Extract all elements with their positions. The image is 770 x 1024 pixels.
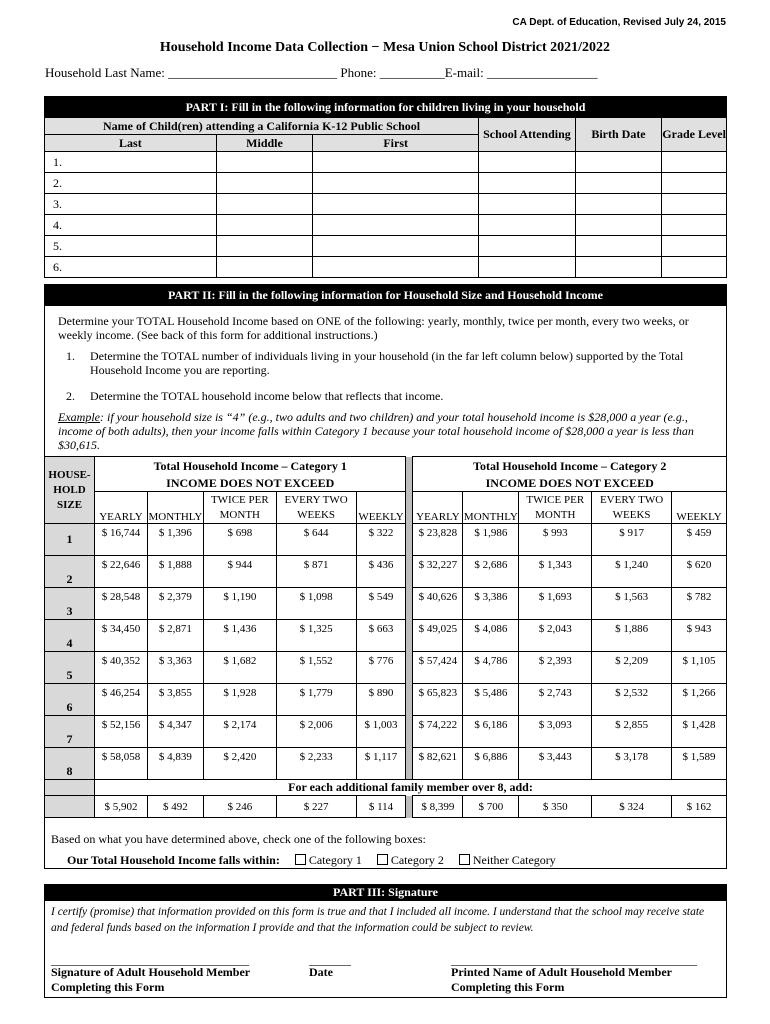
cat1-title: Total Household Income – Category 1 bbox=[94, 457, 405, 476]
cat2-weekly-header: WEEKLY bbox=[671, 492, 726, 524]
cat1-income-cell: $ 2,006 bbox=[276, 716, 356, 748]
household-size-header: HOUSE-HOLD SIZE bbox=[45, 457, 95, 524]
step2-number: 2. bbox=[66, 389, 75, 403]
cat2-income-cell: $ 2,043 bbox=[519, 620, 592, 652]
cat2-income-cell: $ 1,693 bbox=[519, 588, 592, 620]
cat1-income-cell: $ 1,928 bbox=[203, 684, 276, 716]
middle-name-header: Middle bbox=[216, 135, 313, 152]
cat1-income-cell: $ 2,420 bbox=[203, 748, 276, 780]
household-size-cell: 3 bbox=[45, 588, 95, 620]
cat1-income-cell: $ 2,233 bbox=[276, 748, 356, 780]
cat1-income-cell: $ 52,156 bbox=[94, 716, 147, 748]
additional-member-cell: $ 492 bbox=[147, 796, 203, 818]
cat1-income-cell: $ 890 bbox=[356, 684, 406, 716]
certification-text: I certify (promise) that information provided on this form is true and that I included all income. I understand that the school may receive state and federal funds based on the information I provide and that the information could be subject to review. bbox=[51, 906, 705, 934]
cat1-income-cell: $ 1,003 bbox=[356, 716, 406, 748]
household-size-cell: 4 bbox=[45, 620, 95, 652]
additional-member-cell: $ 114 bbox=[356, 796, 406, 818]
household-size-cell: 8 bbox=[45, 748, 95, 780]
category2-checkbox[interactable] bbox=[377, 854, 388, 865]
cat1-income-cell: $ 28,548 bbox=[94, 588, 147, 620]
cat2-income-cell: $ 6,186 bbox=[463, 716, 519, 748]
cat2-income-cell: $ 2,686 bbox=[463, 556, 519, 588]
household-size-cell: 6 bbox=[45, 684, 95, 716]
cat1-income-cell: $ 2,379 bbox=[147, 588, 203, 620]
cat1-income-cell: $ 698 bbox=[203, 524, 276, 556]
part1-band: PART I: Fill in the following information for children living in your household bbox=[45, 97, 727, 118]
cat1-income-cell: $ 2,174 bbox=[203, 716, 276, 748]
cat2-income-cell: $ 1,240 bbox=[592, 556, 672, 588]
income-row bbox=[45, 716, 727, 748]
household-size-cell: 1 bbox=[45, 524, 95, 556]
cat1-weekly-header: WEEKLY bbox=[356, 492, 406, 524]
cat1-income-cell: $ 1,190 bbox=[203, 588, 276, 620]
school-attending-header: School Attending bbox=[479, 118, 576, 152]
form-title: Household Income Data Collection − Mesa Union School District 2021/2022 bbox=[159, 40, 611, 55]
date-label: Date bbox=[309, 965, 333, 979]
part3-band: PART III: Signature bbox=[44, 884, 727, 901]
part2-step2 bbox=[66, 389, 718, 403]
first-name-header: First bbox=[313, 135, 479, 152]
cat1-income-cell: $ 1,888 bbox=[147, 556, 203, 588]
date-line[interactable]: _______ bbox=[309, 953, 351, 967]
household-contact-line[interactable]: Household Last Name: __________________________ Phone: __________E-mail: _________________ bbox=[45, 65, 598, 80]
child-row[interactable] bbox=[45, 215, 727, 236]
example-label: Example bbox=[58, 410, 100, 424]
additional-member-cell: $ 8,399 bbox=[413, 796, 463, 818]
cat2-income-cell: $ 943 bbox=[671, 620, 726, 652]
income-table bbox=[44, 456, 727, 818]
cat1-income-cell: $ 1,117 bbox=[356, 748, 406, 780]
cat1-income-cell: $ 944 bbox=[203, 556, 276, 588]
cat2-income-cell: $ 459 bbox=[671, 524, 726, 556]
cat1-income-cell: $ 16,744 bbox=[94, 524, 147, 556]
example-text: : if your household size is “4” (e.g., two adults and two children) and your total household income is $28,000 a year (e.g., income of both adults), then your income falls within Category 1 because your total household income of $28,000 a year is less than $30,615. bbox=[58, 410, 694, 452]
cat2-income-cell: $ 23,828 bbox=[413, 524, 463, 556]
category1-label: Category 1 bbox=[308, 853, 362, 867]
household-size-cell: 2 bbox=[45, 556, 95, 588]
step2-text: Determine the TOTAL household income below that reflects that income. bbox=[90, 389, 444, 403]
child-row[interactable] bbox=[45, 257, 727, 278]
child-row[interactable] bbox=[45, 173, 727, 194]
cat2-income-cell: $ 1,266 bbox=[671, 684, 726, 716]
cat2-income-cell: $ 1,986 bbox=[463, 524, 519, 556]
signature-label: Signature of Adult Household Member Completing this Form bbox=[51, 965, 250, 994]
cat2-income-cell: $ 1,428 bbox=[671, 716, 726, 748]
cat2-income-cell: $ 1,886 bbox=[592, 620, 672, 652]
cat2-income-cell: $ 782 bbox=[671, 588, 726, 620]
income-row bbox=[45, 748, 727, 780]
cat2-income-cell: $ 32,227 bbox=[413, 556, 463, 588]
child-row-number: 2. bbox=[45, 173, 217, 194]
cat1-income-cell: $ 58,058 bbox=[94, 748, 147, 780]
child-name-header: Name of Child(ren) attending a California K-12 Public School bbox=[45, 118, 479, 135]
income-row bbox=[45, 652, 727, 684]
cat2-income-cell: $ 1,563 bbox=[592, 588, 672, 620]
cat1-income-cell: $ 549 bbox=[356, 588, 406, 620]
birth-date-header: Birth Date bbox=[575, 118, 662, 152]
cat1-income-cell: $ 22,646 bbox=[94, 556, 147, 588]
cat2-title: Total Household Income – Category 2 bbox=[413, 457, 727, 476]
cat1-income-cell: $ 1,779 bbox=[276, 684, 356, 716]
cat2-income-cell: $ 993 bbox=[519, 524, 592, 556]
cat2-income-cell: $ 5,486 bbox=[463, 684, 519, 716]
household-size-cell: 5 bbox=[45, 652, 95, 684]
cat1-income-cell: $ 34,450 bbox=[94, 620, 147, 652]
children-table bbox=[44, 96, 727, 278]
child-row-number: 4. bbox=[45, 215, 217, 236]
cat2-income-cell: $ 2,209 bbox=[592, 652, 672, 684]
cat1-income-cell: $ 1,325 bbox=[276, 620, 356, 652]
cat2-income-cell: $ 1,105 bbox=[671, 652, 726, 684]
printed-name-line[interactable]: _________________________________________ bbox=[451, 953, 697, 967]
cat2-income-cell: $ 3,443 bbox=[519, 748, 592, 780]
cat1-income-cell: $ 1,682 bbox=[203, 652, 276, 684]
cat2-monthly-header: MONTHLY bbox=[463, 492, 519, 524]
child-row-number: 6. bbox=[45, 257, 217, 278]
cat2-income-cell: $ 57,424 bbox=[413, 652, 463, 684]
grade-level-header: Grade Level bbox=[662, 118, 727, 152]
part2-step1 bbox=[66, 349, 718, 377]
part2-intro: Determine your TOTAL Household Income based on ONE of the following: yearly, monthly, twice per month, every two weeks, or weekly income. (See back of this form for additional instructions.) bbox=[58, 314, 689, 342]
additional-member-cell: $ 324 bbox=[592, 796, 672, 818]
child-row[interactable] bbox=[45, 194, 727, 215]
child-row[interactable] bbox=[45, 236, 727, 257]
child-row[interactable] bbox=[45, 152, 727, 173]
cat1-income-cell: $ 1,436 bbox=[203, 620, 276, 652]
neither-category-label: Neither Category bbox=[472, 853, 556, 867]
cat1-income-cell: $ 776 bbox=[356, 652, 406, 684]
cat2-income-cell: $ 3,093 bbox=[519, 716, 592, 748]
cat1-income-cell: $ 2,871 bbox=[147, 620, 203, 652]
cat1-income-cell: $ 3,855 bbox=[147, 684, 203, 716]
category-checkboxes bbox=[67, 853, 556, 868]
cat2-income-cell: $ 917 bbox=[592, 524, 672, 556]
additional-member-cell: $ 350 bbox=[519, 796, 592, 818]
neither-category-checkbox[interactable] bbox=[459, 854, 470, 865]
part2-example bbox=[58, 410, 718, 452]
additional-member-label: For each additional family member over 8, add: bbox=[94, 780, 726, 796]
category2-label: Category 2 bbox=[390, 853, 444, 867]
cat2-twice-header: TWICE PER MONTH bbox=[519, 492, 592, 524]
cat2-income-cell: $ 3,386 bbox=[463, 588, 519, 620]
additional-member-cell: $ 5,902 bbox=[94, 796, 147, 818]
cat2-income-cell: $ 40,626 bbox=[413, 588, 463, 620]
cat1-income-cell: $ 1,098 bbox=[276, 588, 356, 620]
cat1-subtitle: INCOME DOES NOT EXCEED bbox=[94, 475, 405, 492]
cat2-income-cell: $ 2,393 bbox=[519, 652, 592, 684]
cat2-income-cell: $ 82,621 bbox=[413, 748, 463, 780]
income-row bbox=[45, 556, 727, 588]
cat1-income-cell: $ 1,552 bbox=[276, 652, 356, 684]
income-row bbox=[45, 684, 727, 716]
step1-text: Determine the TOTAL number of individuals living in your household (in the far left column below) supported by the Total Household Income you are reporting. bbox=[90, 349, 684, 377]
cat1-income-cell: $ 46,254 bbox=[94, 684, 147, 716]
cat1-yearly-header: YEARLY bbox=[94, 492, 147, 524]
cat1-income-cell: $ 4,839 bbox=[147, 748, 203, 780]
cat2-income-cell: $ 49,025 bbox=[413, 620, 463, 652]
additional-member-cell: $ 227 bbox=[276, 796, 356, 818]
cat1-income-cell: $ 436 bbox=[356, 556, 406, 588]
income-row bbox=[45, 588, 727, 620]
cat2-income-cell: $ 74,222 bbox=[413, 716, 463, 748]
cat1-every-two-header: EVERY TWO WEEKS bbox=[276, 492, 356, 524]
part2-band: PART II: Fill in the following information for Household Size and Household Income bbox=[44, 284, 727, 306]
cat2-income-cell: $ 4,086 bbox=[463, 620, 519, 652]
cat2-subtitle: INCOME DOES NOT EXCEED bbox=[413, 475, 727, 492]
cat1-income-cell: $ 322 bbox=[356, 524, 406, 556]
cat1-twice-header: TWICE PER MONTH bbox=[203, 492, 276, 524]
cat1-income-cell: $ 871 bbox=[276, 556, 356, 588]
cat2-income-cell: $ 65,823 bbox=[413, 684, 463, 716]
cat1-income-cell: $ 3,363 bbox=[147, 652, 203, 684]
cat2-income-cell: $ 3,178 bbox=[592, 748, 672, 780]
cat2-income-cell: $ 2,532 bbox=[592, 684, 672, 716]
cat2-income-cell: $ 2,743 bbox=[519, 684, 592, 716]
cat2-income-cell: $ 4,786 bbox=[463, 652, 519, 684]
printed-name-label: Printed Name of Adult Household Member Completing this Form bbox=[451, 965, 672, 994]
cat1-income-cell: $ 1,396 bbox=[147, 524, 203, 556]
cat1-monthly-header: MONTHLY bbox=[147, 492, 203, 524]
additional-member-cell: $ 162 bbox=[671, 796, 726, 818]
cat1-income-cell: $ 40,352 bbox=[94, 652, 147, 684]
cat2-every-two-header: EVERY TWO WEEKS bbox=[592, 492, 672, 524]
falls-within-label: Our Total Household Income falls within: bbox=[67, 853, 280, 867]
category1-checkbox[interactable] bbox=[295, 854, 306, 865]
cat1-income-cell: $ 4,347 bbox=[147, 716, 203, 748]
cat2-income-cell: $ 1,343 bbox=[519, 556, 592, 588]
household-size-cell: 7 bbox=[45, 716, 95, 748]
additional-member-cell: $ 246 bbox=[203, 796, 276, 818]
cat2-yearly-header: YEARLY bbox=[413, 492, 463, 524]
child-row-number: 3. bbox=[45, 194, 217, 215]
income-row bbox=[45, 620, 727, 652]
income-row bbox=[45, 524, 727, 556]
cat1-income-cell: $ 663 bbox=[356, 620, 406, 652]
child-row-number: 1. bbox=[45, 152, 217, 173]
revision-note: CA Dept. of Education, Revised July 24, 2015 bbox=[512, 17, 726, 28]
check-prompt: Based on what you have determined above, check one of the following boxes: bbox=[51, 832, 426, 846]
cat2-income-cell: $ 620 bbox=[671, 556, 726, 588]
last-name-header: Last bbox=[45, 135, 217, 152]
cat1-income-cell: $ 644 bbox=[276, 524, 356, 556]
step1-number: 1. bbox=[66, 349, 75, 363]
cat2-income-cell: $ 2,855 bbox=[592, 716, 672, 748]
cat2-income-cell: $ 1,589 bbox=[671, 748, 726, 780]
signature-line[interactable]: _________________________________ bbox=[51, 953, 249, 967]
child-row-number: 5. bbox=[45, 236, 217, 257]
cat2-income-cell: $ 6,886 bbox=[463, 748, 519, 780]
additional-member-cell: $ 700 bbox=[463, 796, 519, 818]
